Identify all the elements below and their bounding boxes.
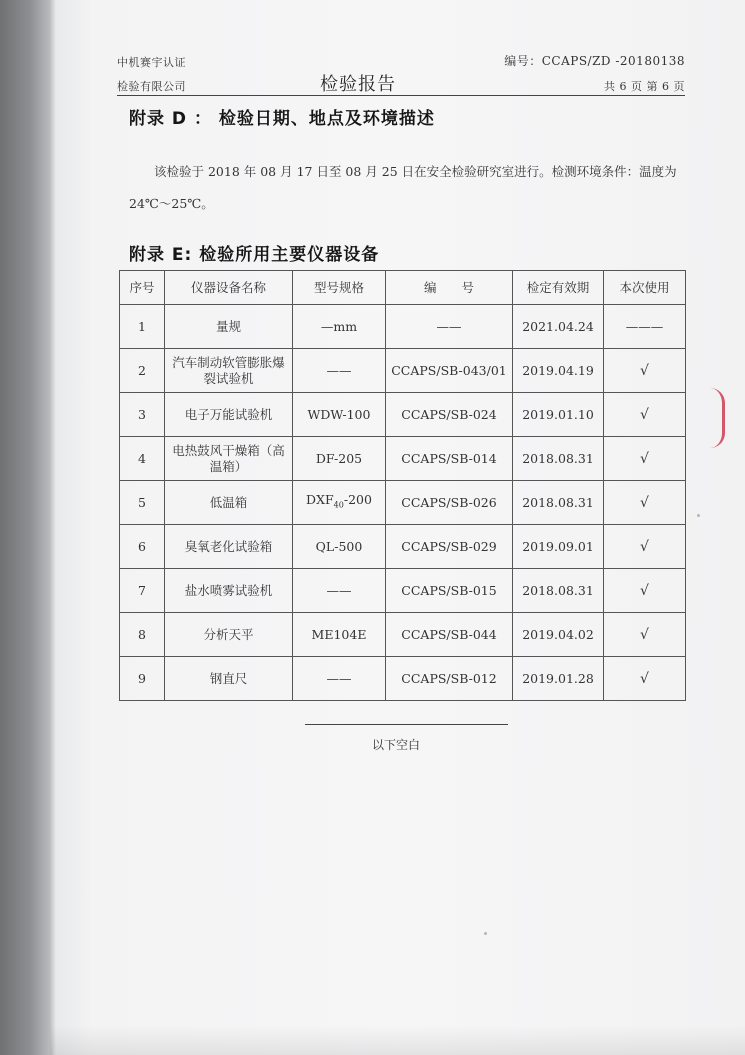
header-divider (117, 95, 685, 96)
appendix-e-title: 附录 E: 检验所用主要仪器设备 (129, 245, 380, 265)
cell-code: CCAPS/SB-024 (386, 393, 513, 437)
cell-index: 6 (120, 525, 165, 569)
cell-index: 1 (120, 305, 165, 349)
page-indicator: 共 6 页 第 6 页 (604, 80, 685, 93)
column-header-name: 仪器设备名称 (165, 271, 293, 305)
column-header-model: 型号规格 (293, 271, 386, 305)
cell-used: √ (604, 657, 686, 701)
cell-index: 2 (120, 349, 165, 393)
cell-name: 电子万能试验机 (165, 393, 293, 437)
column-header-used: 本次使用 (604, 271, 686, 305)
equipment-table (119, 270, 686, 701)
cell-index: 4 (120, 437, 165, 481)
header-organization-line2: 检验有限公司 (117, 80, 186, 93)
cell-model: ME104E (293, 613, 386, 657)
cell-code: CCAPS/SB-026 (386, 481, 513, 525)
cell-code: CCAPS/SB-014 (386, 437, 513, 481)
cell-used: ——— (604, 305, 686, 349)
model-tail: -200 (343, 491, 372, 507)
model-subscript: 40 (333, 500, 344, 510)
column-header-code: 编 号 (386, 271, 513, 305)
cell-model: DF-205 (293, 437, 386, 481)
table-row (120, 569, 686, 613)
cell-name: 分析天平 (165, 613, 293, 657)
cell-used: √ (604, 481, 686, 525)
cell-code: —— (386, 305, 513, 349)
scan-speck (697, 514, 700, 517)
cell-name: 臭氧老化试验箱 (165, 525, 293, 569)
cell-index: 5 (120, 481, 165, 525)
cell-valid-until: 2018.08.31 (513, 569, 604, 613)
cell-code: CCAPS/SB-043/01 (386, 349, 513, 393)
cell-valid-until: 2018.08.31 (513, 437, 604, 481)
cell-name: 低温箱 (165, 481, 293, 525)
table-row (120, 481, 686, 525)
cell-valid-until: 2019.01.28 (513, 657, 604, 701)
cell-model: WDW-100 (293, 393, 386, 437)
cell-valid-until: 2018.08.31 (513, 481, 604, 525)
model-main: DXF (306, 491, 334, 507)
document-title: 检验报告 (320, 74, 396, 95)
table-row (120, 393, 686, 437)
page-fold-shadow (50, 0, 56, 1055)
appendix-d-paragraph: 该检验于 2018 年 08 月 17 日至 08 月 25 日在安全检验研究室进行。检测环境条件：温度为 24℃～25℃。 (129, 164, 677, 211)
red-ink-mark (710, 388, 725, 448)
header-organization-line1: 中机赛宇认证 (117, 56, 186, 69)
table-row (120, 525, 686, 569)
scan-background-edge (0, 0, 50, 1055)
cell-model: —— (293, 657, 386, 701)
table-row (120, 657, 686, 701)
cell-index: 7 (120, 569, 165, 613)
cell-valid-until: 2021.04.24 (513, 305, 604, 349)
cell-code: CCAPS/SB-012 (386, 657, 513, 701)
cell-index: 3 (120, 393, 165, 437)
table-row (120, 305, 686, 349)
cell-model: —— (293, 349, 386, 393)
end-divider (305, 724, 508, 725)
cell-valid-until: 2019.09.01 (513, 525, 604, 569)
cell-index: 9 (120, 657, 165, 701)
cell-model: —— (293, 569, 386, 613)
cell-used: √ (604, 613, 686, 657)
cell-name: 钢直尺 (165, 657, 293, 701)
column-header-index: 序号 (120, 271, 165, 305)
page-bottom-shadow (50, 1025, 745, 1055)
cell-name: 量规 (165, 305, 293, 349)
cell-name: 电热鼓风干燥箱（高温箱） (165, 437, 293, 481)
report-number: 编号：CCAPS/ZD -20180138 (504, 54, 685, 68)
cell-used: √ (604, 525, 686, 569)
cell-code: CCAPS/SB-015 (386, 569, 513, 613)
cell-valid-until: 2019.04.02 (513, 613, 604, 657)
table-row (120, 613, 686, 657)
cell-valid-until: 2019.04.19 (513, 349, 604, 393)
cell-model: QL-500 (293, 525, 386, 569)
cell-model (293, 481, 386, 525)
cell-used: √ (604, 349, 686, 393)
cell-used: √ (604, 569, 686, 613)
cell-name: 盐水喷雾试验机 (165, 569, 293, 613)
table-row (120, 349, 686, 393)
cell-used: √ (604, 393, 686, 437)
cell-name: 汽车制动软管膨胀爆裂试验机 (165, 349, 293, 393)
scan-speck (484, 932, 487, 935)
table-row (120, 437, 686, 481)
cell-code: CCAPS/SB-044 (386, 613, 513, 657)
cell-used: √ (604, 437, 686, 481)
cell-valid-until: 2019.01.10 (513, 393, 604, 437)
cell-model: —mm (293, 305, 386, 349)
cell-code: CCAPS/SB-029 (386, 525, 513, 569)
column-header-valid-until: 检定有效期 (513, 271, 604, 305)
cell-index: 8 (120, 613, 165, 657)
table-header-row (120, 271, 686, 305)
end-of-content-note: 以下空白 (372, 738, 421, 752)
appendix-d-title: 附录 D ： 检验日期、地点及环境描述 (129, 109, 435, 129)
